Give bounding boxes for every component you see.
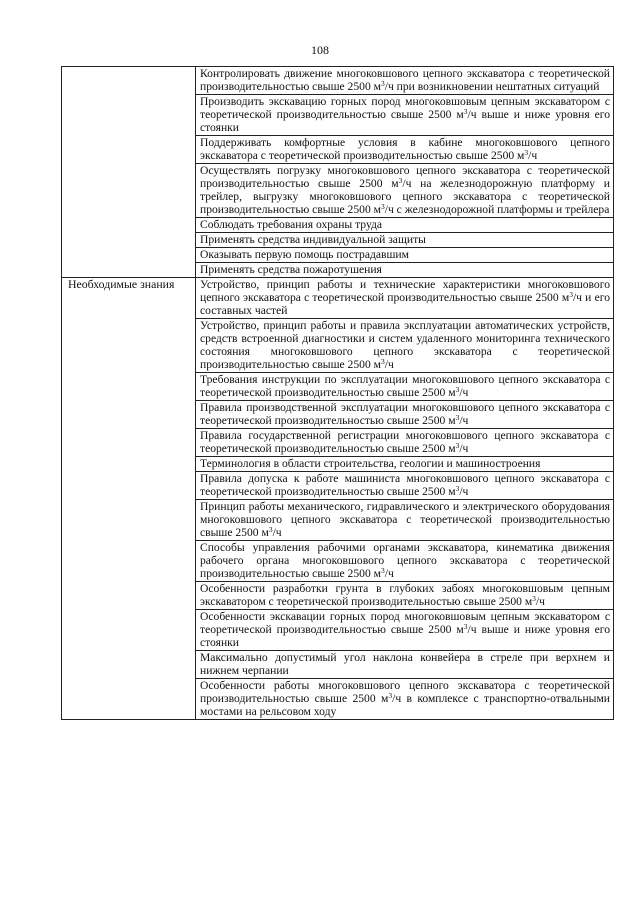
continuation-label-cell: [62, 67, 196, 278]
page-number: 108: [311, 43, 329, 57]
table-cell: Поддерживать комфортные условия в кабине многоковшового цепного экскаватора с теоретической производительностью свыше 2500 $м^3/ч$: [196, 136, 614, 164]
table-cell: Особенности экскавации горных пород многоковшовым цепным экскаватором с теоретической производительностью свыше 2500 $м^3/ч$ выше и ниже уровня его стоянки: [196, 610, 614, 651]
table-cell: Соблюдать требования охраны труда: [196, 218, 614, 233]
table-cell: Требования инструкции по эксплуатации многоковшового цепного экскаватора с теоретической производительностью свыше 2500 $м^3/ч$: [196, 373, 614, 401]
table-cell: Принцип работы механического, гидравлического и электрического оборудования многоковшового цепного экскаватора с теоретической производительностью свыше 2500 $м^3/ч$: [196, 500, 614, 541]
table-cell: Особенности разработки грунта в глубоких забоях многоковшовым цепным экскаватором с теоретической производительностью свыше 2500 $м^3/ч$: [196, 582, 614, 610]
table-row: [62, 278, 614, 319]
table-cell: Применять средства пожаротушения: [196, 263, 614, 278]
table-cell: Правила государственной регистрации многоковшового цепного экскаватора с теоретической производительностью свыше 2500 $м^3/ч$: [196, 429, 614, 457]
table-cell: Правила допуска к работе машиниста многоковшового цепного экскаватора с теоретической производительностью свыше 2500 $м^3/ч$: [196, 472, 614, 500]
table-cell: Устройство, принцип работы и правила эксплуатации автоматических устройств, средств встроенной диагностики и систем удаленного мониторинга технического состояния многоковшового цепного экскаватора с теоретической производительностью свыше 2500 $м^3/ч$: [196, 319, 614, 373]
table-cell: Особенности работы многоковшового цепного экскаватора с теоретической производительностью свыше 2500 $м^3/ч$ в комплексе с транспортно-отвальными мостами на рельсовом ходу: [196, 679, 614, 720]
requirements-table: [61, 66, 614, 720]
table-cell: Правила производственной эксплуатации многоковшового цепного экскаватора с теоретической производительностью свыше 2500 $м^3/ч$: [196, 401, 614, 429]
table-cell: Применять средства индивидуальной защиты: [196, 233, 614, 248]
table-cell: Максимально допустимый угол наклона конвейера в стреле при верхнем и нижнем черпании: [196, 651, 614, 679]
table-cell: Оказывать первую помощь пострадавшим: [196, 248, 614, 263]
knowledge-label-cell: Необходимые знания: [62, 278, 196, 720]
table-cell: Производить экскавацию горных пород многоковшовым цепным экскаватором с теоретической производительностью свыше 2500 $м^3/ч$ выше и ниже уровня его стоянки: [196, 95, 614, 136]
table-cell: Устройство, принцип работы и технические характеристики многоковшового цепного экскаватора с теоретической производительностью свыше 2500 $м^3/ч$ и его составных частей: [196, 278, 614, 319]
table-cell: Осуществлять погрузку многоковшового цепного экскаватора с теоретической производительностью свыше 2500 $м^3/ч$ на железнодорожную платформу и трейлер, выгрузку многоковшового цепного экскаватора с теоретической производительностью свыше 2500 $м^3/ч$ с железнодорожной платформы и трейлера: [196, 164, 614, 218]
table-cell: Терминология в области строительства, геологии и машиностроения: [196, 457, 614, 472]
table-cell: Контролировать движение многоковшового цепного экскаватора с теоретической производительностью свыше 2500 $м^3/ч$ при возникновении нештатных ситуаций: [196, 67, 614, 95]
table-cell: Способы управления рабочими органами экскаватора, кинематика движения рабочего органа многоковшового цепного экскаватора с теоретической производительностью свыше 2500 $м^3/ч$: [196, 541, 614, 582]
table-row: [62, 67, 614, 95]
